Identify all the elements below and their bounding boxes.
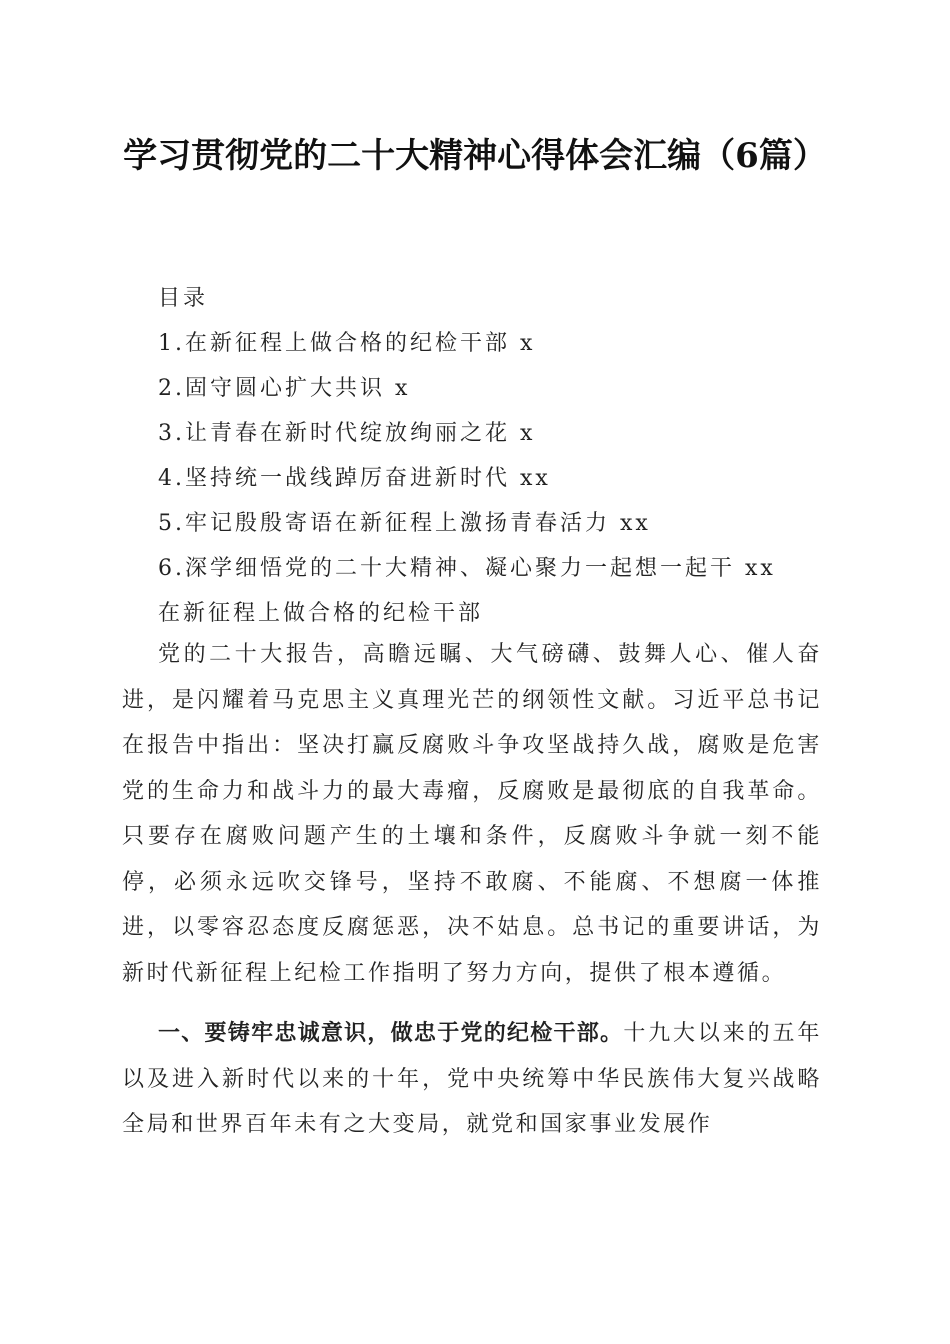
toc-heading: 目录 [158, 286, 209, 311]
document-title: 学习贯彻党的二十大精神心得体会汇编（6篇） [123, 136, 827, 176]
toc-item[interactable]: 4.坚持统一战线踔厉奋进新时代 xx [158, 466, 551, 491]
section-title: 在新征程上做合格的纪检干部 [158, 601, 484, 626]
body-paragraph [122, 1011, 822, 1148]
body-paragraph: 党的二十大报告，高瞻远瞩、大气磅礴、鼓舞人心、催人奋进，是闪耀着马克思主义真理光芒的纲领性文献。习近平总书记在报告中指出：坚决打赢反腐败斗争攻坚战持久战，腐败是危害党的生命力和战斗力的最大毒瘤，反腐败是最彻底的自我革命。只要存在腐败问题产生的土壤和条件，反腐败斗争就一刻不能停，必须永远吹交锋号，坚持不敢腐、不能腐、不想腐一体推进，以零容忍态度反腐惩恶，决不姑息。总书记的重要讲话，为新时代新征程上纪检工作指明了努力方向，提供了根本遵循。 [122, 642, 822, 986]
toc-item[interactable]: 6.深学细悟党的二十大精神、凝心聚力一起想一起干 xx [158, 556, 776, 581]
toc-item[interactable]: 5.牢记殷殷寄语在新征程上激扬青春活力 xx [158, 511, 651, 536]
toc-item[interactable]: 3.让青春在新时代绽放绚丽之花 x [158, 421, 536, 446]
toc-item[interactable]: 2.固守圆心扩大共识 x [158, 376, 411, 401]
paragraph-lead-heading: 一、要铸牢忠诚意识，做忠于党的纪检干部。 [158, 1021, 624, 1046]
document-body [122, 632, 822, 1148]
table-of-contents [158, 276, 858, 636]
paragraph-text: 十九大以来的五年以及进入新时代以来的十年，党中央统筹中华民族伟大复兴战略全局和世界百年未有之大变局，就党和国家事业发展作 [122, 1021, 822, 1137]
toc-item[interactable]: 1.在新征程上做合格的纪检干部 x [158, 331, 536, 356]
